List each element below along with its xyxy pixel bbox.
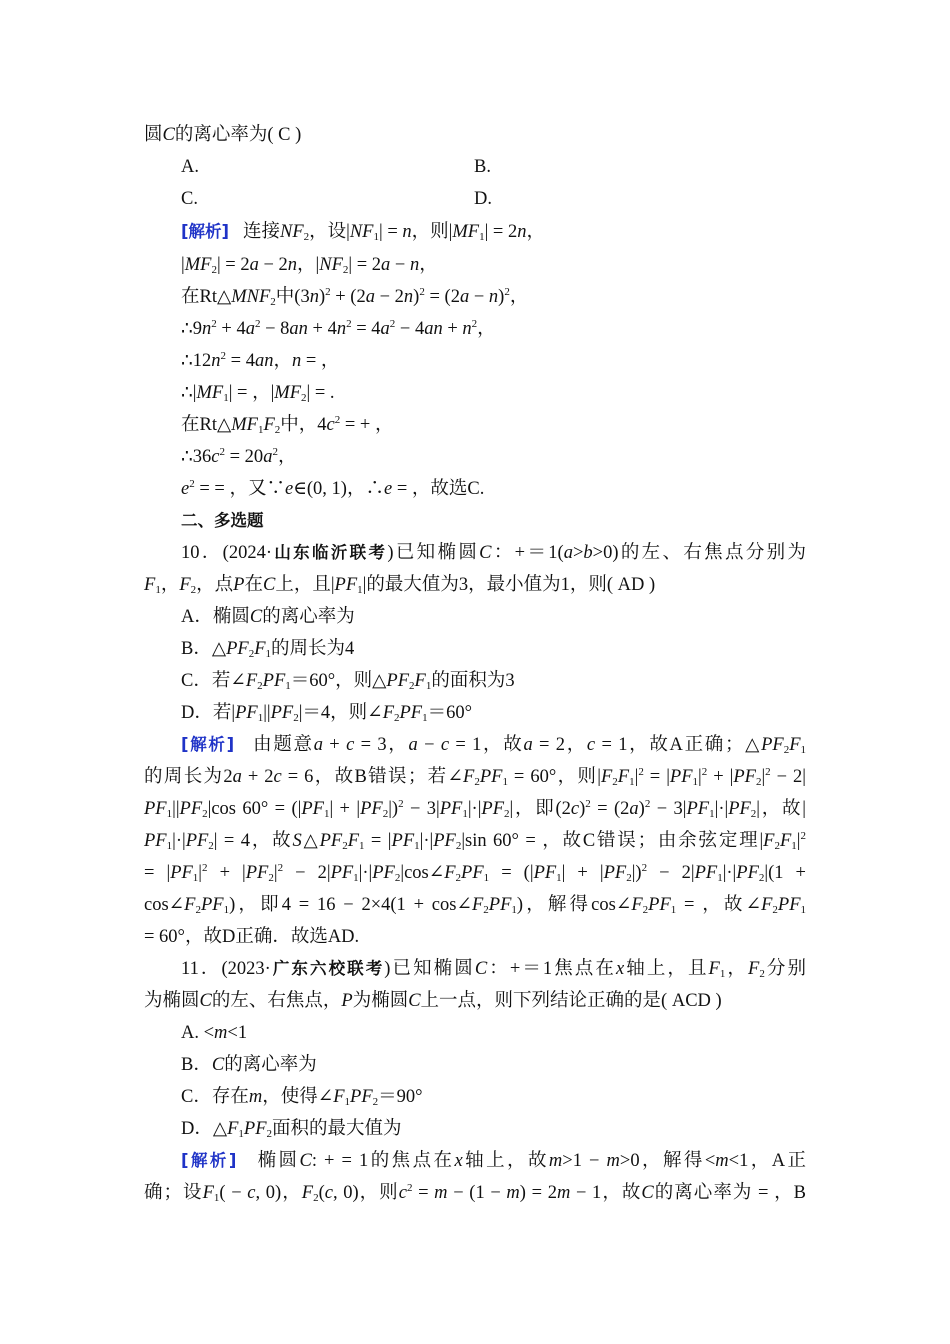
q10-analysis-line: $PF_1||PF_2|\cos$ $60^\circ = (|PF_1| + |PF_2|)^2 - 3|PF_1|\cdot|PF_2|$，即$(2c)^2 = (2a)^2 - 3|PF_1|\cdot|PF_2|$，故| bbox=[144, 798, 806, 820]
q9-analysis-line: $\therefore 9n^2 + 4a^2 - 8an + 4n^2 = 4a^2 - 4an + n^2$， bbox=[181, 318, 496, 339]
q11-option-d: D．$\triangle F_1PF_2$面积的最大值为 bbox=[181, 1119, 402, 1140]
q11-option-a: A. <m<1 bbox=[181, 1023, 248, 1043]
q9-options-row-1: A. B. bbox=[181, 157, 491, 177]
q9-analysis-line: [解析] 连接$NF_2$，设$|NF_1| = n$，则$|MF_1| = 2n$， bbox=[181, 222, 545, 243]
q9-analysis-line: $e^2$ = = ，又∵e∈(0, 1)，∴e = ，故选C. bbox=[181, 478, 485, 499]
question-11-stem: 为椭圆C的左、右焦点，P为椭圆C上一点，则下列结论正确的是( ACD ) bbox=[144, 991, 722, 1011]
q10-analysis-line: = 60°，故D正确．故选AD. bbox=[144, 927, 360, 947]
q11-analysis-line: [解析] 椭圆C: + = 1的焦点在x轴上，故m>1 − m>0，解得<m<1，A正 bbox=[181, 1151, 806, 1171]
question-10-stem: $F_1$，$F_2$，点P在C上，且$|PF_1|$的最大值为3，最小值为1，则( AD ) bbox=[144, 575, 656, 596]
question-10-stem: 10．(2024·山东临沂联考)已知椭圆C：+＝1(a>b>0)的左、右焦点分别为 bbox=[181, 543, 806, 563]
q11-option-c: C．存在m，使得$\angle F_1PF_2=90^\circ$ bbox=[181, 1087, 423, 1108]
section-heading: 二、多选题 bbox=[181, 511, 264, 530]
q10-analysis-line: 的周长为2a + 2c = 6，故B错误；若$\angle F_2PF_1 = 60^\circ$，则$|F_2F_1|^2 = |PF_1|^2 + |PF_2|^2 - 2|$ bbox=[144, 766, 807, 788]
q10-analysis-line: [解析] 由题意a + c = 3，a − c = 1，故a = 2，c = 1，故A正确；$\triangle PF_2F_1$ bbox=[181, 735, 807, 756]
q9-analysis-line: 在$Rt\triangle MNF_2$中$(3n)^2 + (2a - 2n)^2 = (2a - n)^2$， bbox=[181, 286, 529, 308]
analysis-label: [解析] bbox=[181, 1151, 237, 1170]
q9-analysis-line: $|MF_2| = 2a - 2n$，$|NF_2| = 2a - n$， bbox=[181, 255, 438, 276]
q10-analysis-line: $PF_1|\cdot|PF_2| = 4$，故$S\triangle PF_2F_1 = |PF_1|\cdot|PF_2|\sin$ 60° = ，故C错误；由余弦定理$|F_2F_1|^2$ bbox=[144, 830, 807, 852]
q11-option-b: B．C的离心率为 bbox=[181, 1055, 317, 1075]
q10-option-c: C．若$\angle F_2PF_1=60^\circ$，则$\triangle PF_2F_1$的面积为3 bbox=[181, 671, 515, 692]
q11-analysis-line: 确；设$F_1( - c$, 0)，$F_2(c$, 0)，则$c^2 = m - (1 - m) = 2m - 1$，故C的离心率为 = ，B bbox=[144, 1182, 806, 1204]
question-11-stem: 11．(2023·广东六校联考)已知椭圆C：+＝1焦点在x轴上，且$F_1$，$F_2$分别 bbox=[181, 959, 806, 980]
q9-options-row-2: C. D. bbox=[181, 189, 492, 209]
q9-analysis-line: $\therefore|MF_1|$ = ，$|MF_2|$ = . bbox=[181, 383, 335, 404]
analysis-label: [解析] bbox=[181, 222, 230, 241]
q9-analysis-line: $\therefore 36c^2 = 20a^2$， bbox=[181, 446, 297, 467]
q10-analysis-line: = $|PF_1|^2 + |PF_2|^2$ − $2|PF_1|\cdot|PF_2|\cos\angle F_2PF_1 = (|PF_1| + |PF_2|)^2 - 2|PF_1|\cdot|PF_2|(1$ + bbox=[144, 862, 806, 884]
q9-analysis-line: 在$Rt\triangle MF_1F_2$中，$4c^2$ = + ， bbox=[181, 414, 394, 436]
q9-analysis-line: $\therefore 12n^2 = 4an$，n = ， bbox=[181, 350, 340, 371]
q10-option-b: B．$\triangle PF_2F_1$的周长为4 bbox=[181, 639, 355, 660]
question-9-ending: 圆C的离心率为( C ) bbox=[144, 125, 302, 145]
q10-analysis-line: $\cos\angle F_2PF_1$)，即$4 = 16 - 2\times 4(1 + \cos\angle F_2PF_1)$，解得$\cos\angle F_2PF_1$ = ，故$\angle F_2PF_1$ bbox=[144, 895, 806, 916]
q10-option-d: D．若$|PF_1||PF_2|=4$，则$\angle F_2PF_1=60^\circ$ bbox=[181, 703, 473, 724]
analysis-label: [解析] bbox=[181, 735, 235, 754]
q10-option-a: A．椭圆C的离心率为 bbox=[181, 607, 355, 627]
